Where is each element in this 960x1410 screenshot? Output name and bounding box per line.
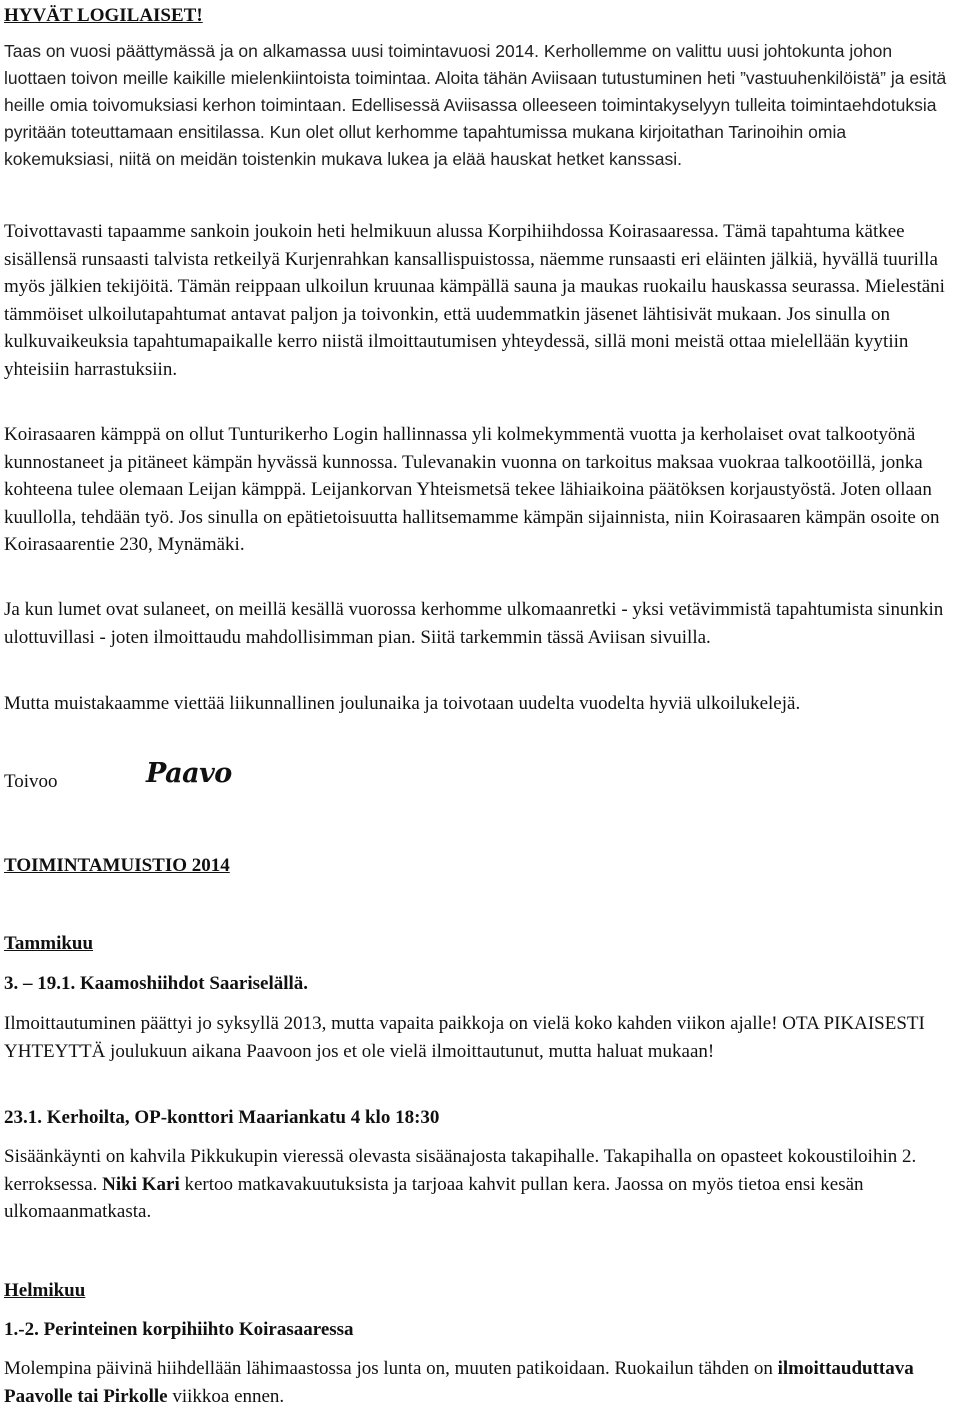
event-title-korpihiihto: 1.-2. Perinteinen korpihiihto Koirasaaressa <box>4 1319 354 1340</box>
speaker-name: Niki Kari <box>102 1173 180 1195</box>
page-heading: HYVÄT LOGILAISET! <box>4 5 203 26</box>
event-title-kaamoshiihdot: 3. – 19.1. Kaamoshiihdot Saariselällä. <box>4 973 309 994</box>
signature-name: Paavo <box>146 758 232 789</box>
event-text-kerhoilta-part2: kertoo matkavakuutuksista ja tarjoaa kahvit pullan kera. Jaossa on myös tietoa ensi kesän ulkomaanmatkasta. <box>4 1173 864 1222</box>
paragraph-christmas: Mutta muistakaamme viettää liikunnallinen joulunaika ja toivotaan uudelta vuodelta hyviä ulkoilukelejä. <box>4 693 801 714</box>
signature-label: Toivoo <box>4 771 58 792</box>
event-text-kaamoshiihdot: Ilmoittautuminen päättyi jo syksyllä 2013, mutta vapaita paikkoja on vielä koko kahden viikon ajalle! OTA PIKAISESTI YHTEYTTÄ joulukuun aikana Paavoon jos et ole vielä ilmoittautunut, mutta haluat mukaan! <box>4 1013 925 1062</box>
paragraph-koirasaari-cabin: Koirasaaren kämppä on ollut Tunturikerho Login hallinnassa yli kolmekymmentä vuotta ja kerholaiset ovat talkootyönä kunnostaneet ja pitäneet kämpän hyvässä kunnossa. Tulevanakin vuonna on tarkoitus maksaa vuokraa talkootöillä, jonka kohteena tulee olemaan Leijan kämppä. Leijankorvan Yhteismetsä tekee lähiaikoina päätöksen korjaustyöstä. Joten ollaan kuullolla, tehdään työ. Jos sinulla on epätietoisuutta hallitsemamme kämpän sijainnista, niin Koirasaaren kämpän osoite on Koirasaarentie 230, Mynämäki. <box>4 424 940 555</box>
month-heading-january: Tammikuu <box>4 933 94 954</box>
paragraph-summer-trip: Ja kun lumet ovat sulaneet, on meillä kesällä vuorossa kerhomme ulkomaanretki - yksi vetävimmistä tapahtumista sinunkin ulottuvillasi - joten ilmoittaudu mahdollisimman pian. Siitä tarkemmin tässä Aviisan sivuilla. <box>4 599 944 648</box>
event-title-kerhoilta: 23.1. Kerhoilta, OP-konttori Maariankatu 4 klo 18:30 <box>4 1107 440 1128</box>
registration-contact: ilmoittauduttava Paavolle tai Pirkolle <box>4 1358 914 1407</box>
event-text-kerhoilta-part1: Sisäänkäynti on kahvila Pikkukupin vieressä olevasta sisäänajosta takapihalle. Takapihalla on opasteet kokoustiloihin 2. kerroksessa. <box>4 1146 917 1195</box>
program-title: TOIMINTAMUISTIO 2014 <box>4 855 230 876</box>
event-text-korpihiihto-part2: viikkoa ennen. <box>167 1385 285 1407</box>
paragraph-korpihiihto: Toivottavasti tapaamme sankoin joukoin heti helmikuun alussa Korpihiihdossa Koirasaaressa. Tämä tapahtuma kätkee sisällensä runsaasti talvista retkeilyä Kurjenrahkan kansallispuistossa, näemme runsaasti eri eläinten jälkiä, hyvällä tuurilla myös jälkien tekijöitä. Tämän reippaan ulkoilun kruunaa kämpällä sauna ja maukas ruokailu hauskassa seurassa. Mielestäni tämmöiset ulkoilutapahtumat antavat paljon ja toivonkin, että uudemmatkin jäsenet lähtisivät mukaan. Jos sinulla on kulkuvaikeuksia tapahtumapaikalle kerro niistä ilmoittautumisen yhteydessä, sillä moni meistä ottaa mielellään kyytiin yhteisiin harrastuksiin. <box>4 221 945 380</box>
event-text-korpihiihto-part1: Molempina päivinä hiihdellään lähimaastossa jos lunta on, muuten patikoidaan. Ruokailun tähden on <box>4 1358 778 1379</box>
intro-paragraph: Taas on vuosi päättymässä ja on alkamassa uusi toimintavuosi 2014. Kerhollemme on valittu uusi johtokunta johon luottaen toivon meille kaikille mielenkiintoista toimintaa. Aloita tähän Aviisaan tutustuminen heti ”vastuuhenkilöistä” ja esitä heille omia toivomuksiasi kerhon toimintaan. Edellisessä Aviisassa olleeseen toimintakyselyyn tulleita toimintaehdotuksia pyritään toteuttamaan ensitilassa. Kun olet ollut kerhomme tapahtumissa mukana kirjoitathan Tarinoihin omia kokemuksiasi, niitä on meidän toistenkin mukava lukea ja elää hauskat hetket kanssasi. <box>4 41 947 169</box>
event-text-korpihiihto <box>4 1355 958 1410</box>
event-text-kerhoilta <box>4 1143 958 1226</box>
month-heading-february: Helmikuu <box>4 1280 86 1301</box>
